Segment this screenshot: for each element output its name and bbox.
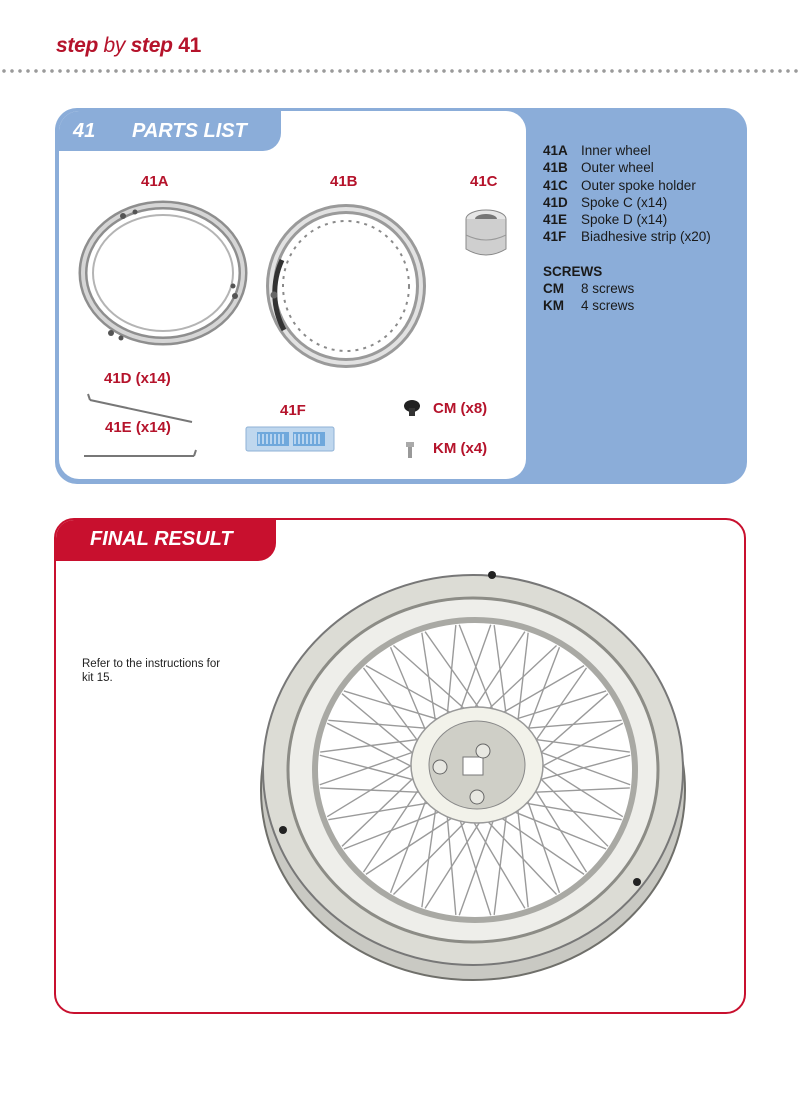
list-item: CM 8 screws: [543, 281, 635, 297]
list-item: 41F Biadhesive strip (x20): [543, 229, 711, 245]
biadhesive-strip-image: [245, 425, 335, 453]
km-screw-icon: [402, 440, 418, 460]
list-item: 41D Spoke C (x14): [543, 194, 668, 210]
dotted-divider: [0, 68, 800, 74]
parts-description-list: [543, 142, 743, 315]
header-step-word: step: [56, 34, 98, 57]
parts-list-tab: [59, 111, 281, 151]
list-item: 41C Outer spoke holder: [543, 177, 696, 193]
header-by-word: by: [103, 34, 126, 57]
label-41d: 41D (x14): [104, 370, 171, 387]
label-41b: 41B: [330, 173, 358, 190]
header-step-number: 41: [178, 34, 201, 57]
final-result-note: Refer to the instructions for kit 15.: [82, 658, 221, 684]
label-41f: 41F: [280, 402, 306, 419]
list-item: KM 4 screws: [543, 298, 635, 314]
inner-wheel-image: [75, 200, 250, 350]
list-item: 41A Inner wheel: [543, 143, 651, 158]
header-step2-word: step: [130, 34, 173, 57]
label-cm: CM (x8): [433, 400, 488, 417]
assembled-wheel-image: [255, 565, 695, 985]
outer-wheel-image: [262, 200, 432, 375]
label-41e: 41E (x14): [105, 419, 171, 436]
final-result-title: FINAL RESULT: [90, 528, 233, 550]
page-header: [56, 34, 201, 58]
spoke-holder-image: [458, 205, 514, 265]
parts-list-number: 41: [73, 120, 96, 142]
cm-screw-icon: [400, 398, 424, 418]
label-41a: 41A: [141, 173, 169, 190]
parts-list-title: PARTS LIST: [132, 120, 247, 142]
list-item: 41E Spoke D (x14): [543, 212, 668, 228]
final-result-tab: [54, 518, 276, 561]
label-km: KM (x4): [433, 440, 488, 457]
list-item: 41B Outer wheel: [543, 160, 654, 176]
screws-title: SCREWS: [543, 263, 603, 279]
label-41c: 41C: [470, 173, 498, 190]
